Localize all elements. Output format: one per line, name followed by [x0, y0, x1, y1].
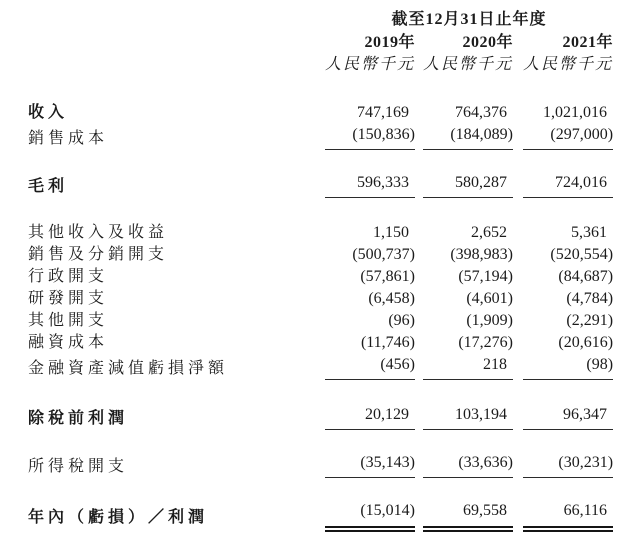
spacer-row — [28, 76, 613, 102]
value-cell: (4,601) — [466, 290, 513, 307]
row-administrative-expenses — [28, 266, 613, 288]
column-gap — [415, 404, 423, 430]
year-header-2019: 2019年 — [364, 34, 415, 51]
spacer — [28, 430, 613, 453]
unit-header: 人民幣千元 — [423, 56, 514, 73]
row-gross-profit — [28, 172, 613, 198]
row-profit-loss-for-year — [28, 500, 613, 529]
value-cell: 103,194 — [423, 404, 513, 430]
value-cell: 764,376 — [455, 104, 507, 121]
value-cell: (33,636) — [423, 452, 513, 478]
value-cell: (57,861) — [360, 268, 415, 285]
spacer — [28, 76, 613, 102]
column-gap — [513, 244, 523, 266]
column-gap — [513, 222, 523, 244]
row-income-tax-expense — [28, 452, 613, 478]
column-gap — [415, 354, 423, 380]
row-label-cell: 毛利 — [28, 177, 69, 195]
value-cell: (6,458) — [368, 290, 415, 307]
column-gap — [415, 288, 423, 310]
value-cell: 69,558 — [423, 500, 513, 529]
value-cell: (184,089) — [423, 124, 513, 150]
income-statement-table — [28, 8, 613, 532]
column-gap — [415, 32, 423, 54]
spacer-row — [28, 478, 613, 501]
column-gap — [513, 332, 523, 354]
value-cell: 1,150 — [373, 224, 409, 241]
value-cell: (500,737) — [352, 246, 415, 263]
column-gap — [415, 244, 423, 266]
spacer-row — [28, 198, 613, 223]
column-gap — [415, 332, 423, 354]
row-selling-distribution-expenses — [28, 244, 613, 266]
row-label-cell: 所得稅開支 — [28, 457, 129, 475]
value-cell: (4,784) — [566, 290, 614, 307]
column-gap — [513, 404, 523, 430]
row-label-cell: 融資成本 — [28, 334, 109, 351]
value-cell: (57,194) — [458, 268, 513, 285]
unit-header: 人民幣千元 — [523, 56, 614, 73]
row-profit-before-tax — [28, 404, 613, 430]
year-header-2020: 2020年 — [462, 34, 513, 51]
value-cell: (150,836) — [325, 124, 415, 150]
value-cell: (520,554) — [550, 246, 614, 263]
value-cell: (84,687) — [558, 268, 614, 285]
column-gap — [513, 500, 523, 529]
value-cell: (456) — [325, 354, 415, 380]
value-cell: 2,652 — [471, 224, 507, 241]
column-gap — [415, 102, 423, 124]
empty-cell — [28, 32, 325, 54]
value-cell: (35,143) — [325, 452, 415, 478]
row-label-cell: 銷售成本 — [28, 129, 109, 147]
spacer-row — [28, 150, 613, 173]
row-label-cell: 年內（虧損）／利潤 — [28, 509, 209, 526]
column-gap — [415, 266, 423, 288]
spacer — [28, 380, 613, 405]
column-gap — [513, 54, 523, 76]
row-impairment-losses — [28, 354, 613, 380]
value-cell: (96) — [388, 312, 415, 329]
value-cell: 20,129 — [325, 404, 415, 430]
value-cell: 5,361 — [571, 224, 608, 241]
spacer — [28, 478, 613, 501]
value-cell: (30,231) — [523, 452, 613, 478]
spacer — [28, 198, 613, 223]
period-header-row — [28, 8, 613, 32]
row-label-cell: 金融資產減值虧損淨額 — [28, 359, 229, 377]
column-gap — [415, 452, 423, 478]
empty-cell — [28, 8, 325, 32]
period-header: 截至12月31日止年度 — [391, 11, 547, 28]
unit-header-row — [28, 54, 613, 76]
row-rd-expenses — [28, 288, 613, 310]
row-other-expenses — [28, 310, 613, 332]
column-gap — [513, 310, 523, 332]
row-label-cell: 除稅前利潤 — [28, 409, 129, 427]
column-gap — [415, 124, 423, 150]
column-gap — [415, 310, 423, 332]
column-gap — [513, 452, 523, 478]
value-cell: 747,169 — [357, 104, 409, 121]
row-label-cell: 其他收入及收益 — [28, 224, 169, 241]
column-gap — [415, 500, 423, 529]
column-gap — [415, 54, 423, 76]
row-label-cell: 銷售及分銷開支 — [28, 246, 169, 263]
row-label-cell: 其他開支 — [28, 312, 109, 329]
value-cell: (1,909) — [466, 312, 513, 329]
spacer-row — [28, 430, 613, 453]
year-header-row — [28, 32, 613, 54]
row-revenue — [28, 102, 613, 124]
value-cell: (98) — [523, 354, 613, 380]
row-cost-of-sales — [28, 124, 613, 150]
row-label-cell: 收入 — [28, 104, 69, 121]
column-gap — [415, 222, 423, 244]
column-gap — [513, 354, 523, 380]
value-cell: (11,746) — [360, 334, 415, 351]
column-gap — [415, 172, 423, 198]
row-finance-costs — [28, 332, 613, 354]
value-cell: (17,276) — [458, 334, 513, 351]
column-gap — [513, 102, 523, 124]
spacer-row — [28, 380, 613, 405]
column-gap — [513, 266, 523, 288]
value-cell: (398,983) — [450, 246, 513, 263]
value-cell: 1,021,016 — [543, 104, 608, 121]
unit-header: 人民幣千元 — [325, 56, 416, 73]
value-cell: 66,116 — [523, 500, 613, 529]
year-header-2021: 2021年 — [562, 34, 614, 51]
row-label-cell: 研發開支 — [28, 290, 109, 307]
spacer — [28, 150, 613, 173]
value-cell: (2,291) — [566, 312, 614, 329]
value-cell: 580,287 — [423, 172, 513, 198]
row-label-cell: 行政開支 — [28, 268, 109, 285]
value-cell: 724,016 — [523, 172, 613, 198]
column-gap — [513, 124, 523, 150]
empty-cell — [28, 54, 325, 76]
value-cell: 596,333 — [325, 172, 415, 198]
value-cell: 218 — [423, 354, 513, 380]
row-other-income-and-gains — [28, 222, 613, 244]
column-gap — [513, 32, 523, 54]
value-cell: 96,347 — [523, 404, 613, 430]
column-gap — [513, 288, 523, 310]
value-cell: (297,000) — [523, 124, 613, 150]
value-cell: (15,014) — [325, 500, 415, 529]
column-gap — [513, 172, 523, 198]
value-cell: (20,616) — [558, 334, 614, 351]
